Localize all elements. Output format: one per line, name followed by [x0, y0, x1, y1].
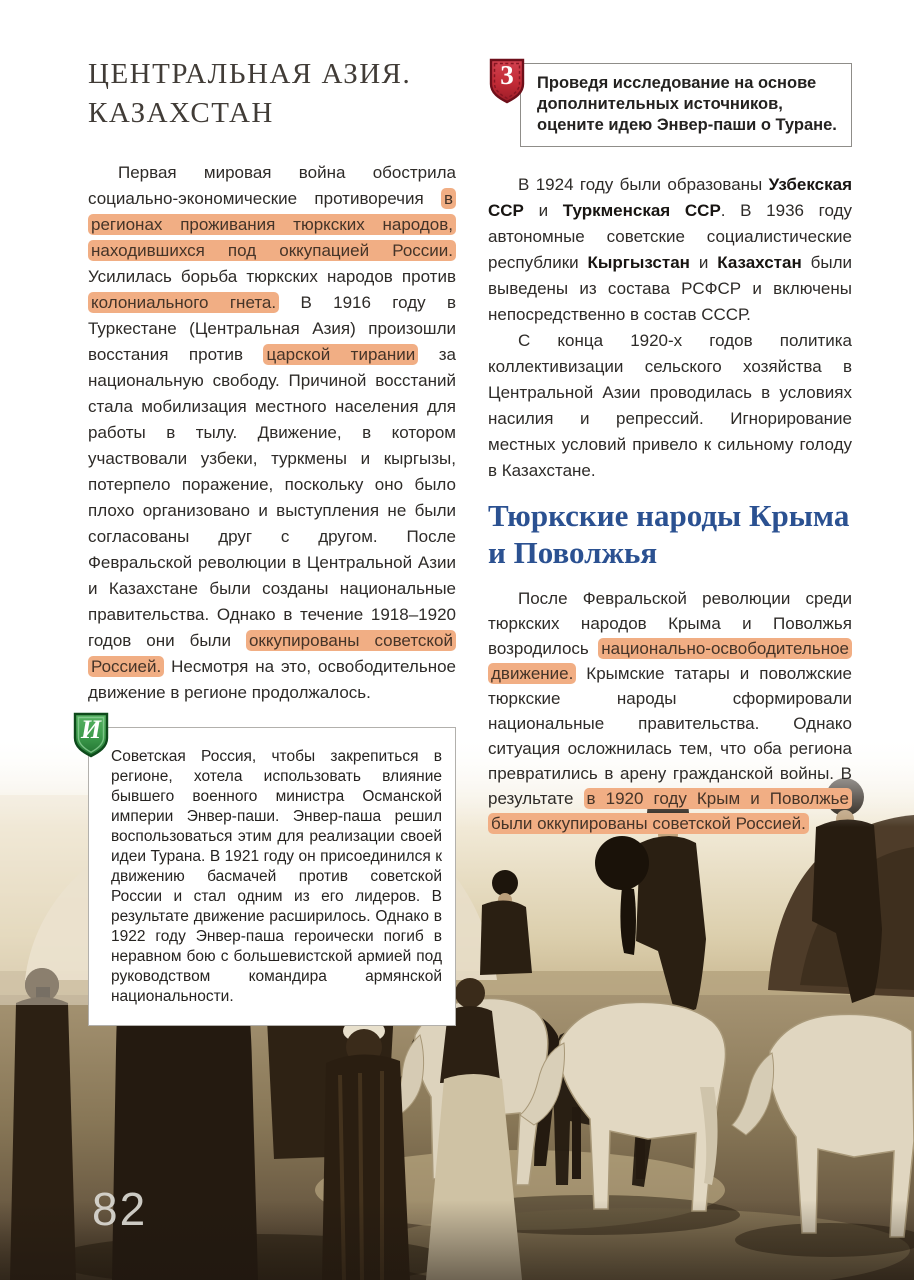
text-bold: Казахстан	[717, 253, 802, 272]
right-paragraph-3	[488, 586, 852, 836]
page-title	[88, 55, 456, 133]
task-box	[500, 60, 852, 147]
left-column	[80, 55, 456, 1026]
info-box	[80, 715, 456, 1026]
section-title: Тюркские народы Крыма и Поволжья	[488, 498, 850, 570]
right-column	[488, 60, 852, 836]
text-run: Усилилась борьба тюркских народов против	[88, 267, 456, 286]
text-run: были выведены из состава РСФСР и включены непосредственно в состав СССР.	[488, 253, 852, 324]
info-box-text: Советская Россия, чтобы закрепиться в регионе, хотела использовать влияние бывшего военного министра Османской империи Энвер-паши. Энвер-паша решил воспользоваться этим для реализации своей идеи Турана. В 1921 году он присоединился к движению басмачей против советской России и стал одним из его лидеров. В результате движение расширилось. Однако в 1922 году Энвер-паша героически погиб в неравном бою с большевистской армией под руководством командира армянской национальности.	[111, 748, 442, 1005]
page-title-line1: ЦЕНТРАЛЬНАЯ АЗИЯ.	[88, 58, 412, 90]
text-bold: Туркменская ССР	[562, 201, 721, 220]
text-highlight: колониального гнета.	[88, 292, 279, 313]
text-highlight: оккупированы советской Россией.	[88, 630, 456, 677]
text-run: Несмотря на это, освободительное движение в регионе продолжалось.	[88, 657, 456, 702]
info-badge	[72, 712, 110, 758]
task-badge-number: 3	[500, 60, 514, 90]
page-number: 82	[92, 1183, 148, 1235]
text-highlight: национально-освободительное движение.	[488, 638, 852, 684]
text-highlight: царской тирании	[263, 344, 418, 365]
right-paragraph-1	[488, 172, 852, 328]
task-text: Проведя исследование на основе дополнительных источников, оцените идею Энвер-паши о Туране.	[537, 74, 837, 134]
text-bold: Узбекская ССР	[488, 175, 852, 220]
text-run: После Февральской революции среди тюркских народов Крыма и Поволжья возродилось	[488, 589, 852, 658]
text-bold: Кыргызстан	[587, 253, 690, 272]
text-highlight: в 1920 году Крым и Поволжье были оккупированы советской Россией.	[488, 788, 852, 834]
text-run: В 1916 году в Туркестане (Центральная Азия) произошли восстания против	[88, 293, 456, 364]
text-run: за национальную свободу. Причиной восстаний стала мобилизация местного населения для работы в тылу. Движение, в котором участвовали узбеки, туркмены и кыргызы, потерпело поражение, поскольку оно было плохо организовано и выступления не были согласованы друг с другом. После Февральской революции в Центральной Азии и Казахстане были созданы национальные правительства. Однако в течение 1918–1920 годов они были	[88, 345, 456, 650]
text-run: и	[689, 253, 718, 272]
page-title-line2: КАЗАХСТАН	[88, 97, 274, 129]
text-run: В 1924 году были образованы	[518, 175, 769, 194]
text-highlight: в регионах проживания тюркских народов, находившихся под оккупацией России.	[88, 188, 456, 261]
text-run: и	[523, 201, 563, 220]
text-run: Первая мировая война обострила социально-экономические противоречия	[88, 163, 456, 208]
text-run: Крымские татары и поволжские тюркские народы сформировали национальные правительства. Однако ситуация осложнилась тем, что оба региона превратились в арену гражданской войны. В результате	[488, 664, 852, 808]
text-run: . В 1936 году автономные советские социалистические республики	[488, 201, 852, 272]
task-badge	[488, 58, 526, 104]
left-paragraph	[88, 160, 456, 706]
right-paragraph-2: С конца 1920-х годов политика коллективизации сельского хозяйства в Центральной Азии проводилась в условиях насилия и репрессий. Игнорирование местных условий привело к сильному голоду в Казахстане.	[488, 331, 852, 480]
info-badge-letter: И	[80, 715, 102, 744]
